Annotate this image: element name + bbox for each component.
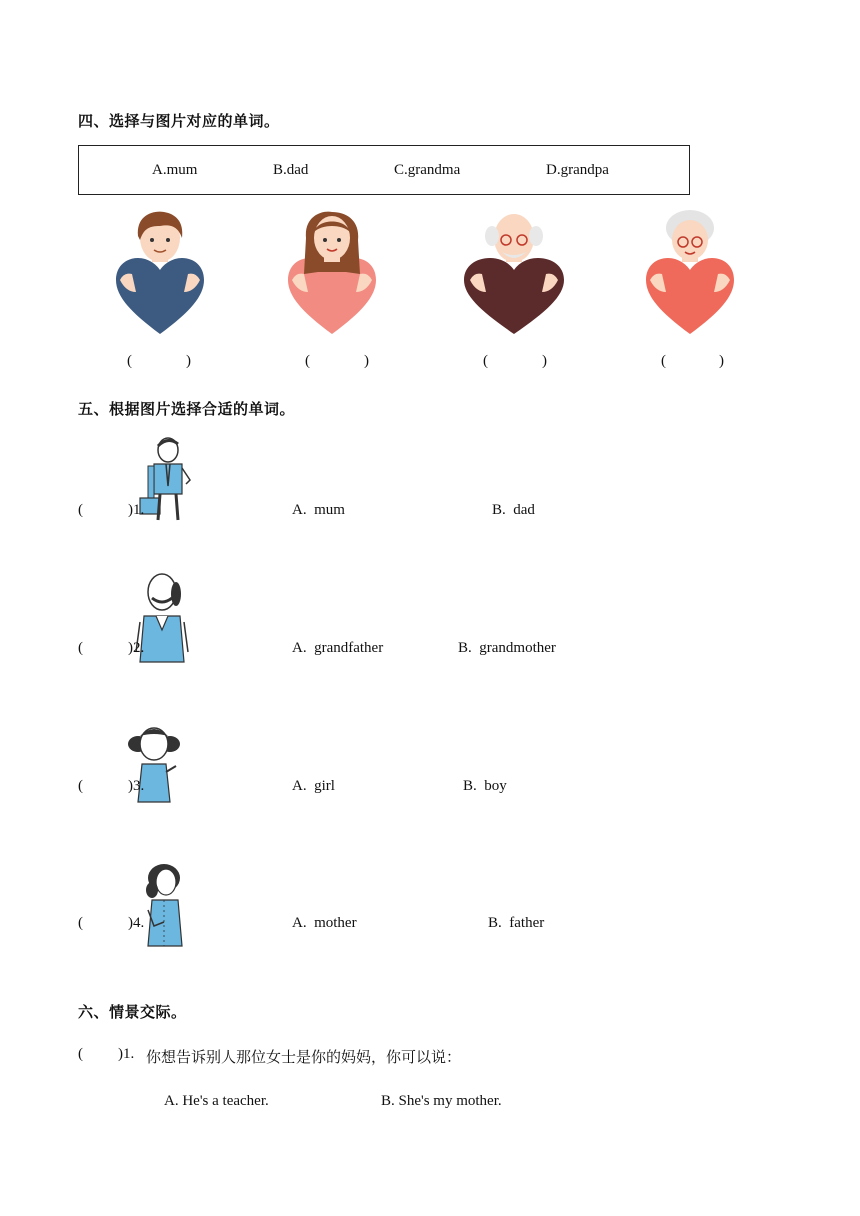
man-with-briefcase-image: [136, 436, 194, 522]
s6-q1-prompt: 你想告诉别人那位女士是你的妈妈，你可以说：: [146, 1048, 462, 1066]
mum-heart-image: [282, 208, 382, 336]
q2-open[interactable]: (: [78, 640, 83, 656]
q1-number: )1.: [128, 502, 145, 518]
blank-2-close: ): [364, 353, 369, 369]
option-d: D.grandpa: [546, 162, 609, 178]
q3-open[interactable]: (: [78, 778, 83, 794]
blank-4-close: ): [719, 353, 724, 369]
blank-3-open[interactable]: (: [483, 353, 488, 369]
option-b: B.dad: [273, 162, 309, 178]
q4-open[interactable]: (: [78, 915, 83, 931]
section-5-title: 五、根据图片选择合适的单词。: [78, 400, 296, 418]
q1-open[interactable]: (: [78, 502, 83, 518]
q4-option-a: A. mother: [292, 915, 357, 931]
option-c: C.grandma: [394, 162, 461, 178]
q3-option-b: B. boy: [463, 778, 507, 794]
option-a: A.mum: [152, 162, 198, 178]
grandpa-heart-image: [458, 208, 570, 336]
blank-3-close: ): [542, 353, 547, 369]
s6-q1-option-b: B. She's my mother.: [381, 1093, 502, 1109]
blank-1-close: ): [186, 353, 191, 369]
q2-number: )2.: [128, 640, 145, 656]
section-6-title: 六、情景交际。: [78, 1003, 187, 1021]
dad-heart-image: [110, 208, 210, 336]
q2-option-a: A. grandfather: [292, 640, 384, 656]
s6-q1-number: )1.: [118, 1046, 135, 1062]
mother-sketch-image: [138, 860, 190, 950]
q2-option-b: B. grandmother: [458, 640, 556, 656]
q1-option-b: B. dad: [492, 502, 535, 518]
word-options-box: [78, 145, 690, 195]
q4-number: )4.: [128, 915, 145, 931]
q4-option-b: B. father: [488, 915, 545, 931]
grandma-heart-image: [640, 208, 740, 336]
q1-option-a: A. mum: [292, 502, 345, 518]
section-4-title: 四、选择与图片对应的单词。: [78, 112, 280, 130]
q3-number: )3.: [128, 778, 145, 794]
blank-2-open[interactable]: (: [305, 353, 310, 369]
blank-4-open[interactable]: (: [661, 353, 666, 369]
q3-option-a: A. girl: [292, 778, 335, 794]
s6-q1-open[interactable]: (: [78, 1046, 83, 1062]
blank-1-open[interactable]: (: [127, 353, 132, 369]
s6-q1-option-a: A. He's a teacher.: [164, 1093, 269, 1109]
girl-sketch-image: [124, 722, 184, 808]
